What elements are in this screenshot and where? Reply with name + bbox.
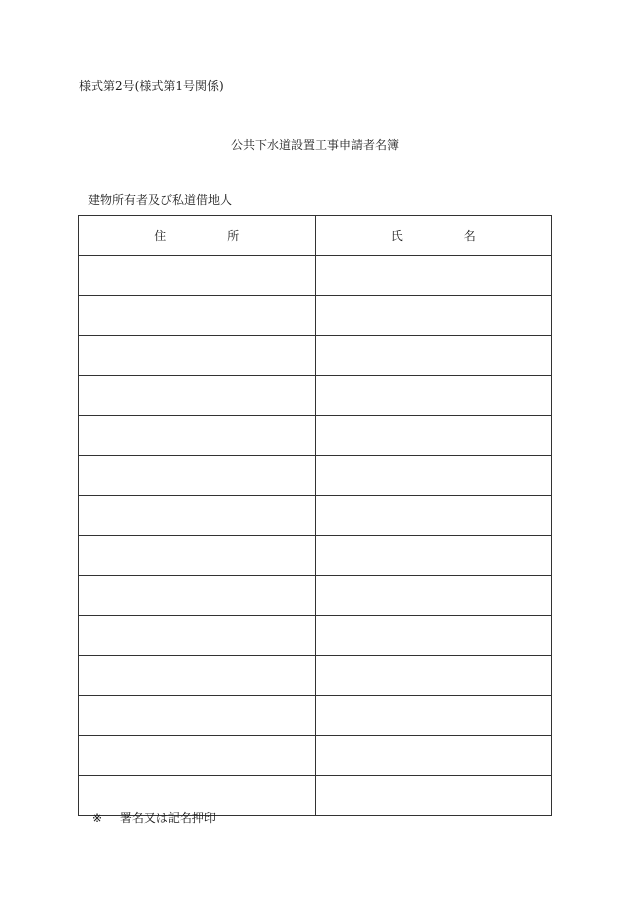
name-cell — [315, 496, 552, 536]
table-row — [79, 416, 552, 456]
table-row — [79, 656, 552, 696]
name-cell — [315, 536, 552, 576]
address-cell — [79, 376, 316, 416]
address-cell — [79, 616, 316, 656]
name-cell — [315, 616, 552, 656]
name-cell — [315, 776, 552, 816]
address-cell — [79, 576, 316, 616]
address-cell — [79, 656, 316, 696]
name-cell — [315, 376, 552, 416]
form-number: 様式第2号(様式第1号関係) — [79, 79, 224, 93]
name-header-char: 名 — [463, 229, 476, 243]
table-row — [79, 456, 552, 496]
applicant-roster-table — [78, 215, 552, 816]
table-row — [79, 376, 552, 416]
table-header-row — [79, 216, 552, 256]
name-cell — [315, 416, 552, 456]
table-row — [79, 296, 552, 336]
table-row — [79, 336, 552, 376]
address-cell — [79, 736, 316, 776]
name-cell — [315, 296, 552, 336]
address-header-char: 所 — [227, 229, 240, 243]
address-cell — [79, 536, 316, 576]
table-row — [79, 616, 552, 656]
address-cell — [79, 256, 316, 296]
table-row — [79, 696, 552, 736]
name-cell — [315, 736, 552, 776]
address-cell — [79, 456, 316, 496]
name-header-char: 氏 — [390, 229, 403, 243]
signature-note-text: 署名又は記名押印 — [119, 811, 216, 825]
table-row — [79, 736, 552, 776]
address-header-char: 住 — [154, 229, 167, 243]
name-column-header — [315, 216, 552, 256]
name-cell — [315, 656, 552, 696]
name-cell — [315, 696, 552, 736]
name-cell — [315, 576, 552, 616]
table-row — [79, 536, 552, 576]
table-caption: 建物所有者及び私道借地人 — [88, 193, 233, 207]
address-cell — [79, 296, 316, 336]
table-row — [79, 256, 552, 296]
reference-mark-icon: ※ — [92, 811, 103, 825]
address-cell — [79, 696, 316, 736]
table-row — [79, 576, 552, 616]
address-column-header — [79, 216, 316, 256]
signature-note — [92, 810, 216, 826]
address-cell — [79, 496, 316, 536]
name-cell — [315, 456, 552, 496]
name-cell — [315, 256, 552, 296]
address-cell — [79, 416, 316, 456]
page-title: 公共下水道設置工事申請者名簿 — [230, 138, 399, 152]
table-row — [79, 496, 552, 536]
table-body — [79, 256, 552, 816]
name-cell — [315, 336, 552, 376]
address-cell — [79, 336, 316, 376]
